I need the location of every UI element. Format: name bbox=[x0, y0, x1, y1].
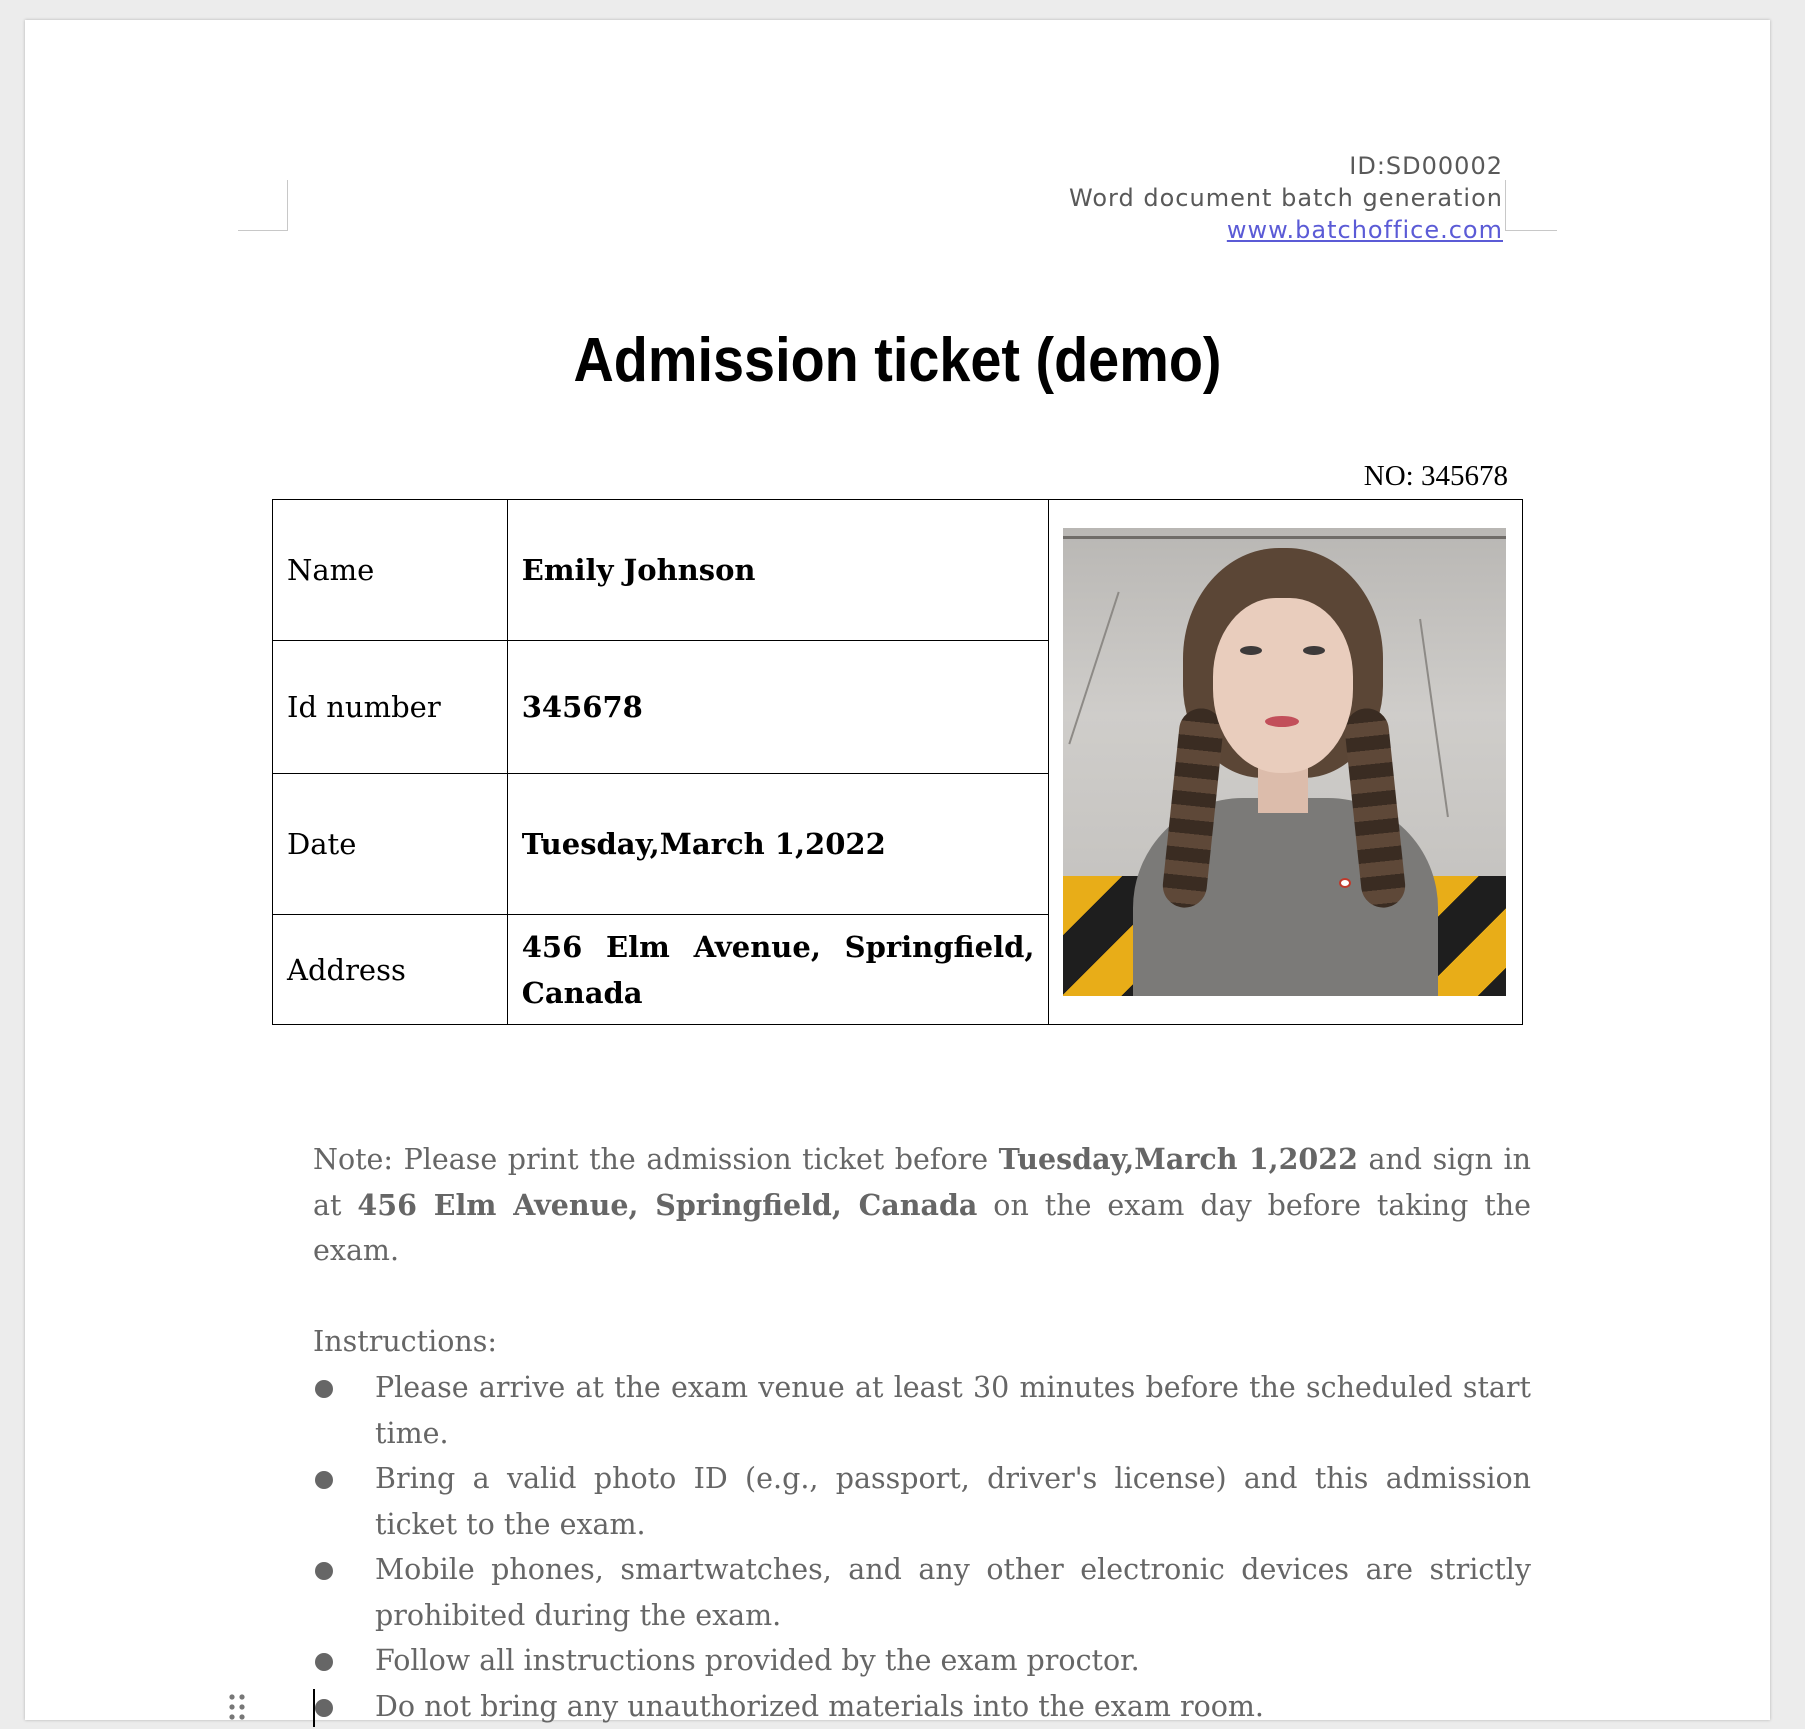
margin-corner-mark-left bbox=[287, 180, 288, 230]
margin-corner-mark-right bbox=[1505, 230, 1557, 231]
note-paragraph bbox=[313, 1137, 1531, 1274]
photo-detail bbox=[1213, 598, 1353, 773]
header-tagline: Word document batch generation bbox=[1069, 182, 1503, 214]
photo-detail bbox=[1420, 619, 1450, 817]
text-cursor bbox=[313, 1689, 315, 1727]
photo-detail bbox=[1063, 536, 1506, 539]
margin-corner-mark-right bbox=[1505, 180, 1506, 230]
label-id-number: Id number bbox=[273, 641, 508, 774]
bullet-icon bbox=[315, 1380, 333, 1398]
note-suffix: on the exam day before taking the exam. bbox=[313, 1189, 1531, 1268]
note-date: Tuesday,March 1,2022 bbox=[999, 1142, 1358, 1176]
value-date: Tuesday,March 1,2022 bbox=[507, 774, 1049, 915]
value-id-number: 345678 bbox=[507, 641, 1049, 774]
drag-handle-icon[interactable] bbox=[227, 1692, 247, 1724]
note-prefix: Note: Please print the admission ticket before bbox=[313, 1143, 999, 1176]
list-item bbox=[313, 1547, 1531, 1638]
list-item-text: Bring a valid photo ID (e.g., passport, driver's license) and this admission ticket to the exam. bbox=[375, 1462, 1531, 1541]
label-name: Name bbox=[273, 500, 508, 641]
table-row bbox=[273, 500, 1523, 641]
bullet-icon bbox=[315, 1699, 333, 1717]
list-item-text: Follow all instructions provided by the exam proctor. bbox=[375, 1644, 1140, 1677]
list-item-text: Mobile phones, smartwatches, and any other electronic devices are strictly prohibited during the exam. bbox=[375, 1553, 1531, 1632]
photo-detail bbox=[1069, 592, 1120, 745]
header-id: ID:SD00002 bbox=[1069, 150, 1503, 182]
list-item bbox=[313, 1456, 1531, 1547]
list-item bbox=[313, 1684, 1531, 1729]
document-page[interactable] bbox=[25, 20, 1770, 1720]
label-date: Date bbox=[273, 774, 508, 915]
list-item bbox=[313, 1638, 1531, 1684]
note-address: 456 Elm Avenue, Springfield, Canada bbox=[357, 1188, 977, 1222]
label-address: Address bbox=[273, 915, 508, 1025]
portrait-photo[interactable] bbox=[1063, 528, 1506, 996]
header-link[interactable]: www.batchoffice.com bbox=[1227, 216, 1503, 244]
note-middle: and sign in at bbox=[313, 1143, 1531, 1222]
bullet-icon bbox=[315, 1562, 333, 1580]
ticket-number: NO: 345678 bbox=[1364, 460, 1508, 493]
photo-cell bbox=[1049, 500, 1523, 1025]
margin-corner-mark-left bbox=[238, 230, 288, 231]
document-title: Admission ticket (demo) bbox=[112, 325, 1683, 396]
bullet-icon bbox=[315, 1471, 333, 1489]
instructions-list bbox=[313, 1365, 1531, 1729]
list-item-text: Please arrive at the exam venue at least 30 minutes before the scheduled start time. bbox=[375, 1371, 1531, 1450]
document-header bbox=[1069, 150, 1503, 246]
candidate-info-table bbox=[272, 499, 1523, 1025]
list-item bbox=[313, 1365, 1531, 1456]
instructions-heading: Instructions: bbox=[313, 1319, 1531, 1365]
value-address: 456 Elm Avenue, Springfield, Canada bbox=[507, 915, 1049, 1025]
list-item-text: Do not bring any unauthorized materials into the exam room. bbox=[375, 1690, 1264, 1723]
bullet-icon bbox=[315, 1653, 333, 1671]
value-name: Emily Johnson bbox=[507, 500, 1049, 641]
